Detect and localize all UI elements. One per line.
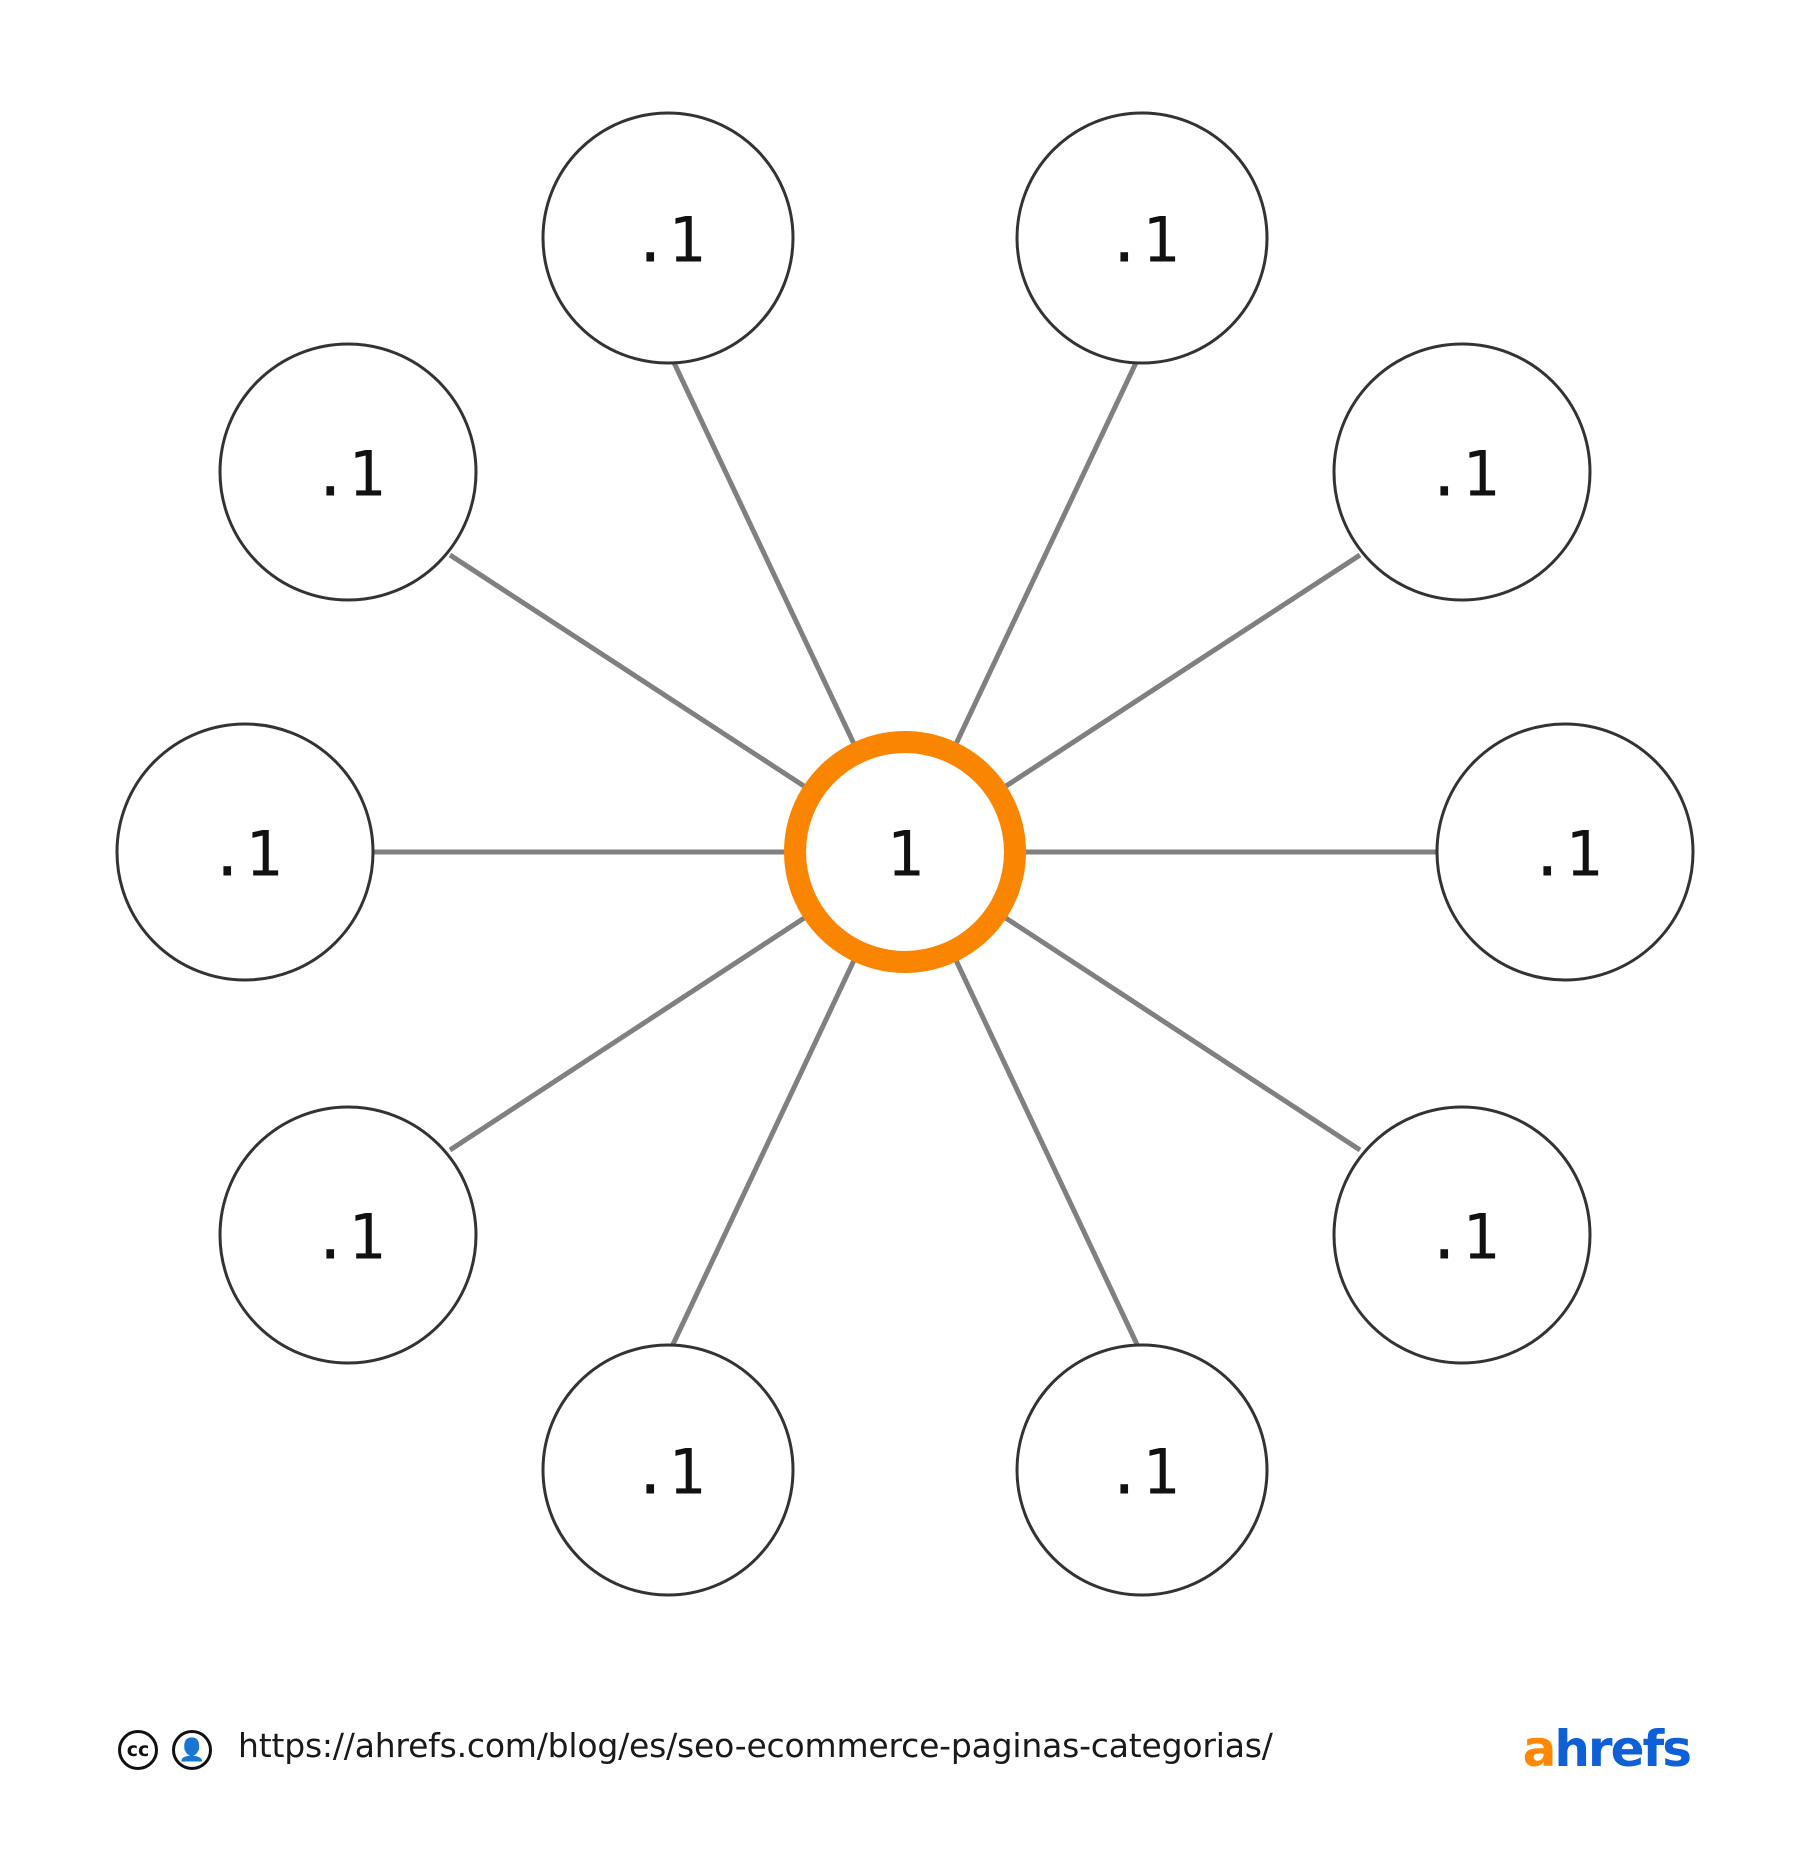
license-icons	[118, 1730, 212, 1770]
spoke-node-6-label: .1	[1528, 817, 1602, 891]
spoke-node-9-label: .1	[631, 1435, 705, 1509]
spoke-node-3-label: .1	[311, 437, 385, 511]
spoke-node-10-label: .1	[1105, 1435, 1179, 1509]
footer	[0, 1698, 1800, 1873]
spoke-node-2-label: .1	[1105, 203, 1179, 277]
center-node[interactable]	[795, 742, 1015, 962]
spoke-node-8[interactable]	[1334, 1107, 1590, 1363]
spoke-node-5-label: .1	[208, 817, 282, 891]
spoke-node-6[interactable]	[1437, 724, 1693, 980]
ahrefs-logo	[1523, 1720, 1690, 1778]
spoke-node-3[interactable]	[220, 344, 476, 600]
spoke-node-5[interactable]	[117, 724, 373, 980]
spoke-node-4[interactable]	[1334, 344, 1590, 600]
spoke-node-1-label: .1	[631, 203, 705, 277]
center-node-label: 1	[886, 817, 924, 891]
spoke-node-10[interactable]	[1017, 1345, 1267, 1595]
source-url[interactable]: https://ahrefs.com/blog/es/seo-ecommerce-paginas-categorias/	[238, 1726, 1273, 1765]
spoke-node-9[interactable]	[543, 1345, 793, 1595]
spoke-node-2[interactable]	[1017, 113, 1267, 363]
spoke-node-7[interactable]	[220, 1107, 476, 1363]
attribution-icon: 👤	[172, 1730, 212, 1770]
spoke-node-7-label: .1	[311, 1200, 385, 1274]
spoke-node-1[interactable]	[543, 113, 793, 363]
ahrefs-logo-a: a	[1522, 1720, 1555, 1778]
spoke-node-4-label: .1	[1425, 437, 1499, 511]
spoke-node-8-label: .1	[1425, 1200, 1499, 1274]
ahrefs-logo-hrefs: hrefs	[1554, 1720, 1690, 1778]
creative-commons-icon: cc	[118, 1730, 158, 1770]
